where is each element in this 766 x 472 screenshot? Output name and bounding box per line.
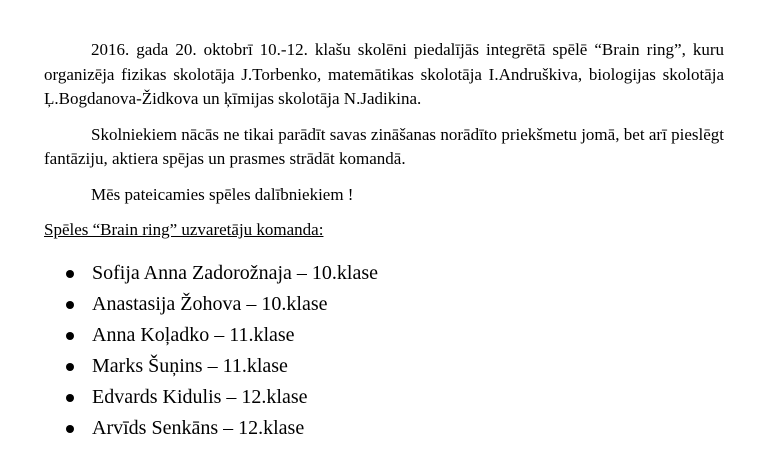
bullet-icon — [66, 394, 74, 402]
winner-name: Edvards Kidulis – 12.klase — [92, 386, 308, 408]
bullet-icon — [66, 332, 74, 340]
winners-heading: Spēles “Brain ring” uzvaretāju komanda: — [44, 220, 324, 239]
bullet-icon — [66, 270, 74, 278]
list-item — [44, 289, 724, 320]
list-item — [44, 320, 724, 351]
list-item — [44, 351, 724, 382]
winner-name: Anna Koļadko – 11.klase — [92, 324, 295, 346]
bullet-icon — [66, 301, 74, 309]
winner-name: Arvīds Senkāns – 12.klase — [92, 417, 305, 439]
intro-paragraph: 2016. gada 20. oktobrī 10.-12. klašu skolēni piedalījās integrētā spēlē “Brain ring”, kuru organizēja fizikas skolotāja J.Torbenko, matemātikas skolotāja I.Andruškiva, biologijas skolotāja Ļ.Bogdanova-Židkova un ķīmijas skolotāja N.Jadikina. — [44, 40, 724, 108]
winner-name: Anastasija Žohova – 10.klase — [92, 293, 328, 315]
winner-name: Sofija Anna Zadorožnaja – 10.klase — [92, 262, 379, 284]
list-item — [44, 258, 724, 289]
list-item — [44, 382, 724, 413]
bullet-icon — [66, 363, 74, 371]
list-item — [44, 413, 724, 444]
winners-list — [44, 258, 724, 444]
bullet-icon — [66, 425, 74, 433]
winner-name: Marks Šuņins – 11.klase — [92, 355, 288, 377]
thanks-paragraph: Mēs pateicamies spēles dalībniekiem ! — [91, 184, 354, 204]
description-paragraph: Skolniekiem nācās ne tikai parādīt savas zināšanas norādīto priekšmetu jomā, bet arī pieslēgt fantāziju, aktiera spējas un prasmes strādāt komandā. — [44, 124, 724, 168]
